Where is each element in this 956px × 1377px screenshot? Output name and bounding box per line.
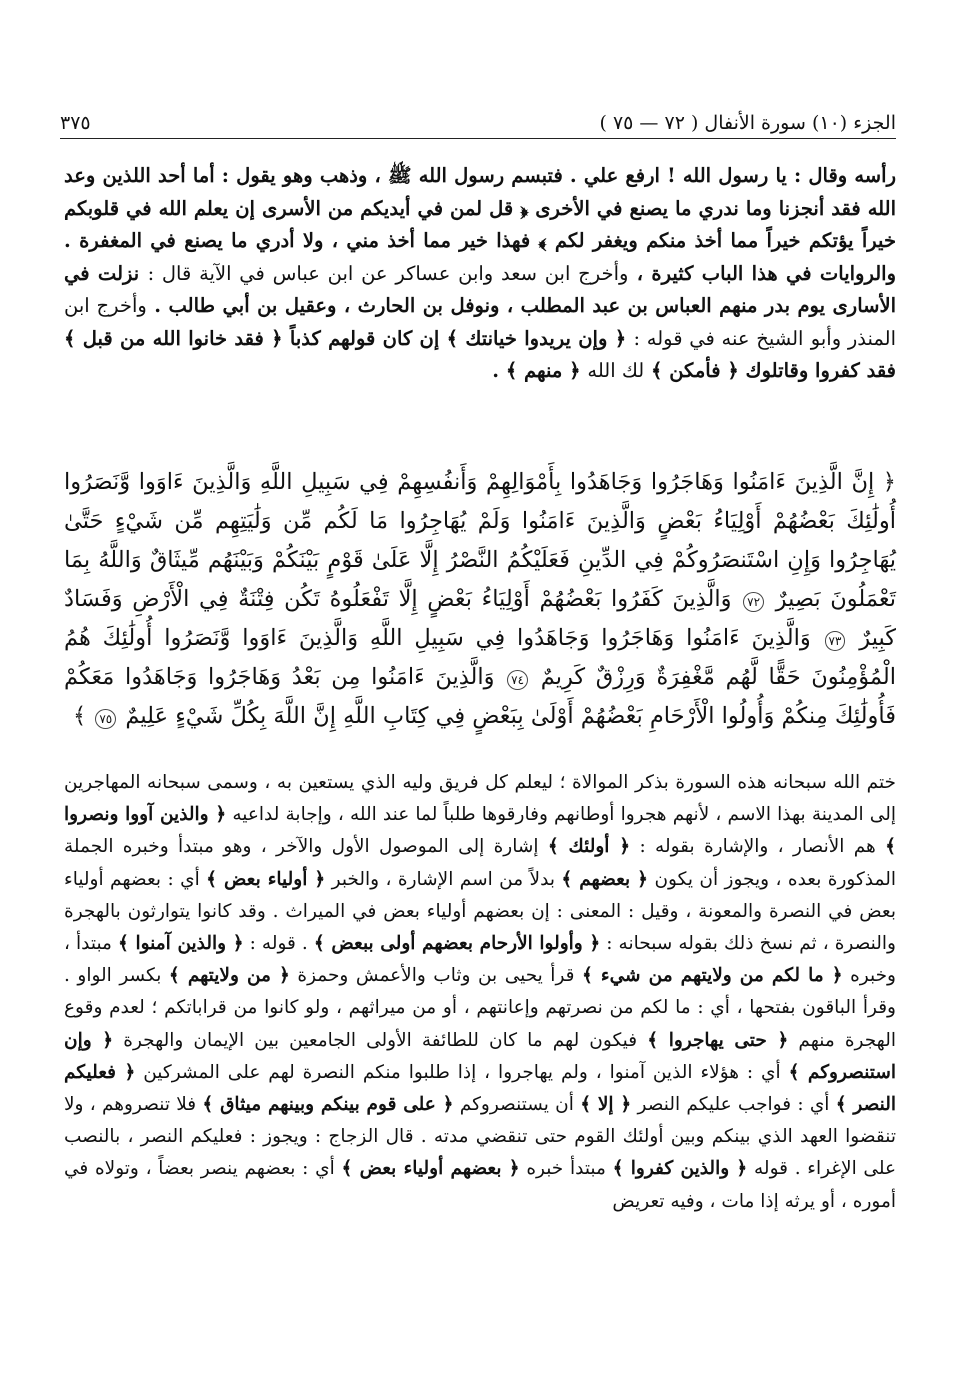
- text-line: ﴿ منهم ﴾ .: [492, 359, 581, 382]
- text-line: نزلت في الأسارى: [64, 261, 897, 317]
- text-line: وقاتلوك ﴿ فأمكن ﴾: [651, 359, 809, 382]
- commentary-quote: ﴿ والذين كفروا ﴾: [612, 1158, 748, 1180]
- text-line: لك الله: [587, 359, 645, 382]
- commentary-quote: ﴿ من ولايتهم ﴾: [168, 965, 290, 987]
- commentary-text: ختم الله سبحانه هذه السورة بذكر الموالاة ؛ ليعلم كل فريق وليه الذي يستعين به ، وسمى سبحانه المهاجرين إلى المدينة بهذا الاسم ، لأنهم هجروا أوطانهم وفارقوها طلباً لما عند الله ، وإجابة لداعيه: [64, 772, 896, 826]
- commentary-quote: ﴿ بعضهم ﴾: [561, 868, 649, 890]
- text-line: رأسه وقال : يا رسول الله ! ارفع علي . فتبسم رسول الله ﷺ ، وذهب وهو يقول : أما أحد اللذين: [102, 164, 896, 187]
- text-line: الشيخ عنه في قوله :: [633, 326, 804, 350]
- commentary-quote: ﴿ والذين آووا ونصروا ﴾: [64, 804, 896, 858]
- commentary-quote: ﴿ وأولوا الأرحام بعضهم أولى ببعض ﴾: [313, 933, 601, 955]
- commentary-quote: ﴿ بعضهم أولياء بعض ﴾: [341, 1158, 520, 1180]
- text-line: والروايات في هذا الباب كثيرة ،: [636, 261, 896, 285]
- verse-72: ﴿ إِنَّ الَّذِينَ ءَامَنُوا وَهَاجَرُوا وَجَاهَدُوا بِأَمْوَالِهِمْ وَأَنفُسِهِمْ فِي سَبِيلِ اللَّهِ وَالَّذِينَ ءَاوَوا وَّنَصَرُوا أُولَٰئِكَ بَعْضُهُمْ أَوْلِيَاءُ بَعْضٍ وَالَّذِينَ ءَامَنُوا وَلَمْ يُهَاجِرُوا مَا لَكُم مِّن وَلَٰيَتِهِم مِّن شَيْءٍ حَتَّىٰ يُهَاجِرُوا وَإِنِ اسْتَنصَرُوكُمْ فِي الدِّينِ فَعَلَيْكُمُ النَّصْرُ إِلَّا عَلَىٰ قَوْمٍ بَيْنَكُمْ وَبَيْنَهُم مِّيثَاقٌ وَاللَّهُ بِمَا تَعْمَلُونَ بَصِيرٌ: [64, 469, 897, 612]
- verse-number-74: ٧٤: [507, 670, 528, 690]
- commentary-text: أي : بعضهم أولياء بعض في النصرة والمعونة ، وقيل : المعنى : إن بعضهم أولياء بعض في الميراث . وقد كانوا يتوارثون بالهجرة والنصرة ، ثم نسخ ذلك بقوله سبحانه :: [64, 868, 896, 955]
- commentary-text: بدلاً من اسم الإشارة ، والخبر: [331, 868, 555, 890]
- commentary-quote: ﴿ أولياء بعض ﴾: [206, 868, 326, 890]
- text-line: خيراً يؤتكم خيراً مما أخذ منكم ويغفر لكم ﴾ فهذا خير مما أخذ مني ، ولا أدري ما يصنع في المغفرة .: [64, 229, 896, 252]
- commentary-paragraph: [64, 767, 896, 1218]
- commentary-quote: ﴿ فعليكم النصر ﴾: [64, 1061, 897, 1116]
- commentary-text: أي : هؤلاء الذين آمنوا ، ولم يهاجروا ، إذا طلبوا منكم النصرة لهم على المشركين: [143, 1061, 781, 1083]
- verse-75: وَالَّذِينَ ءَامَنُوا مِن بَعْدُ وَهَاجَرُوا وَجَاهَدُوا مَعَكُمْ فَأُولَٰئِكَ مِنكُمْ وَأُولُوا الْأَرْحَامِ بَعْضُهُمْ أَوْلَىٰ بِبَعْضٍ فِي كِتَابِ اللَّهِ إِنَّ اللَّهَ بِكُلِّ شَيْءٍ عَلِيمٌ: [64, 664, 896, 729]
- commentary-text: بكسر الواو . وقرأ الباقون بفتحها ، أي : ما لكم من نصرتهم وإعانتهم ، أو من ميراثهم ، ولو كانوا من قراباتكم ؛ لعدم وقوع الهجرة منهم: [64, 965, 896, 1051]
- commentary-text: هم الأنصار ، والإشارة بقوله :: [639, 836, 876, 858]
- verse-73: وَالَّذِينَ كَفَرُوا بَعْضُهُمْ أَوْلِيَاءُ بَعْضٍ إِلَّا تَفْعَلُوهُ تَكُن فِتْنَةٌ فِي الْأَرْضِ وَفَسَادٌ كَبِيرٌ: [64, 586, 896, 651]
- commentary-text: فلا تنصروهم ، ولا تنقضوا العهد الذي بينكم وبين أولئك القوم حتى تنقضي مدته . قال الزجاج : ويجوز : فعليكم النصر ، بالنصب على الإغراء . قوله: [64, 1094, 897, 1180]
- commentary-quote: ﴿ إلا ﴾: [580, 1094, 632, 1116]
- commentary-text: . قوله :: [249, 933, 308, 955]
- commentary-text: قرأ يحيى بن وثاب والأعمش وحمزة: [297, 965, 575, 987]
- commentary-quote: ﴿ ما لكم من ولايتهم من شيء ﴾: [582, 965, 843, 987]
- commentary-text: مبتدأ ، وخبره: [64, 933, 896, 987]
- verse-74: وَالَّذِينَ ءَامَنُوا وَهَاجَرُوا وَجَاهَدُوا فِي سَبِيلِ اللَّهِ وَالَّذِينَ ءَاوَوا وَّنَصَرُوا أُولَٰئِكَ هُمُ الْمُؤْمِنُونَ حَقًّا لَّهُم مَّغْفِرَةٌ وَرِزْقٌ كَرِيمٌ: [64, 625, 896, 690]
- commentary-text: أن يستنصروكم: [459, 1094, 574, 1116]
- commentary-quote: ﴿ وإن استنصروكم ﴾: [64, 1029, 897, 1083]
- commentary-text: إشارة إلى الموصول الأول والآخر ، وهو مبتدأ وخبره الجملة المذكورة بعده ، ويجوز أن يكون: [64, 836, 896, 890]
- running-header: [60, 100, 896, 139]
- header-title: الجزء (١٠) سورة الأنفال ( ٧٢ — ٧٥ ): [599, 112, 896, 134]
- commentary-quote: ﴿ حتى يهاجروا ﴾: [647, 1029, 789, 1051]
- verse-number-75: ٧٥: [95, 709, 116, 729]
- verse-number-73: ٧٣: [825, 631, 846, 651]
- text-line: ﴿ وإن يريدوا خيانتك ﴾ إن كان قولهم كذباً ﴿ فقد خانوا الله من قبل ﴾ فقد كفروا: [64, 326, 896, 382]
- commentary-text: مبتدأ خبره: [526, 1158, 606, 1180]
- verse-number-72: ٧٢: [743, 592, 764, 612]
- text-line: وأخرج ابن المنذر وأبو: [64, 294, 897, 350]
- commentary-quote: ﴿ على قوم بينكم وبينهم ميثاق ﴾: [202, 1094, 454, 1116]
- commentary-text: فيكون لهم ما كان للطائفة الأولى الجامعين بين الإيمان والهجرة: [123, 1029, 638, 1051]
- text-line: وعد الله فقد أنجزنا وما ندري ما يصنع في الأخرى ﴿ قل لمن في أيديكم من الأسرى إن يعلم الله في قلوبكم: [64, 164, 896, 220]
- commentary-text: أي : بعضهم ينصر بعضاً ، وتولاه في أموره ، أو يرثه إذا مات ، وفيه تعريض: [64, 1158, 896, 1212]
- top-paragraph: [64, 160, 896, 388]
- commentary-quote: ﴿ أولئك ﴾: [547, 836, 631, 858]
- text-line: وأخرج ابن سعد وابن عساكر عن ابن عباس في الآية قال :: [147, 261, 629, 285]
- commentary-quote: ﴿ والذين آمنوا ﴾: [118, 933, 244, 955]
- text-line: يوم بدر منهم العباس بن عبد المطلب ، ونوفل بن الحارث ، وعقيل بن أبي طالب .: [154, 294, 826, 317]
- verse-close-bracket: ﴾: [73, 703, 87, 729]
- commentary-text: أي : فواجب عليكم النصر: [637, 1094, 830, 1116]
- page-number: ٣٧٥: [60, 112, 91, 134]
- quran-verse-block: [64, 463, 896, 736]
